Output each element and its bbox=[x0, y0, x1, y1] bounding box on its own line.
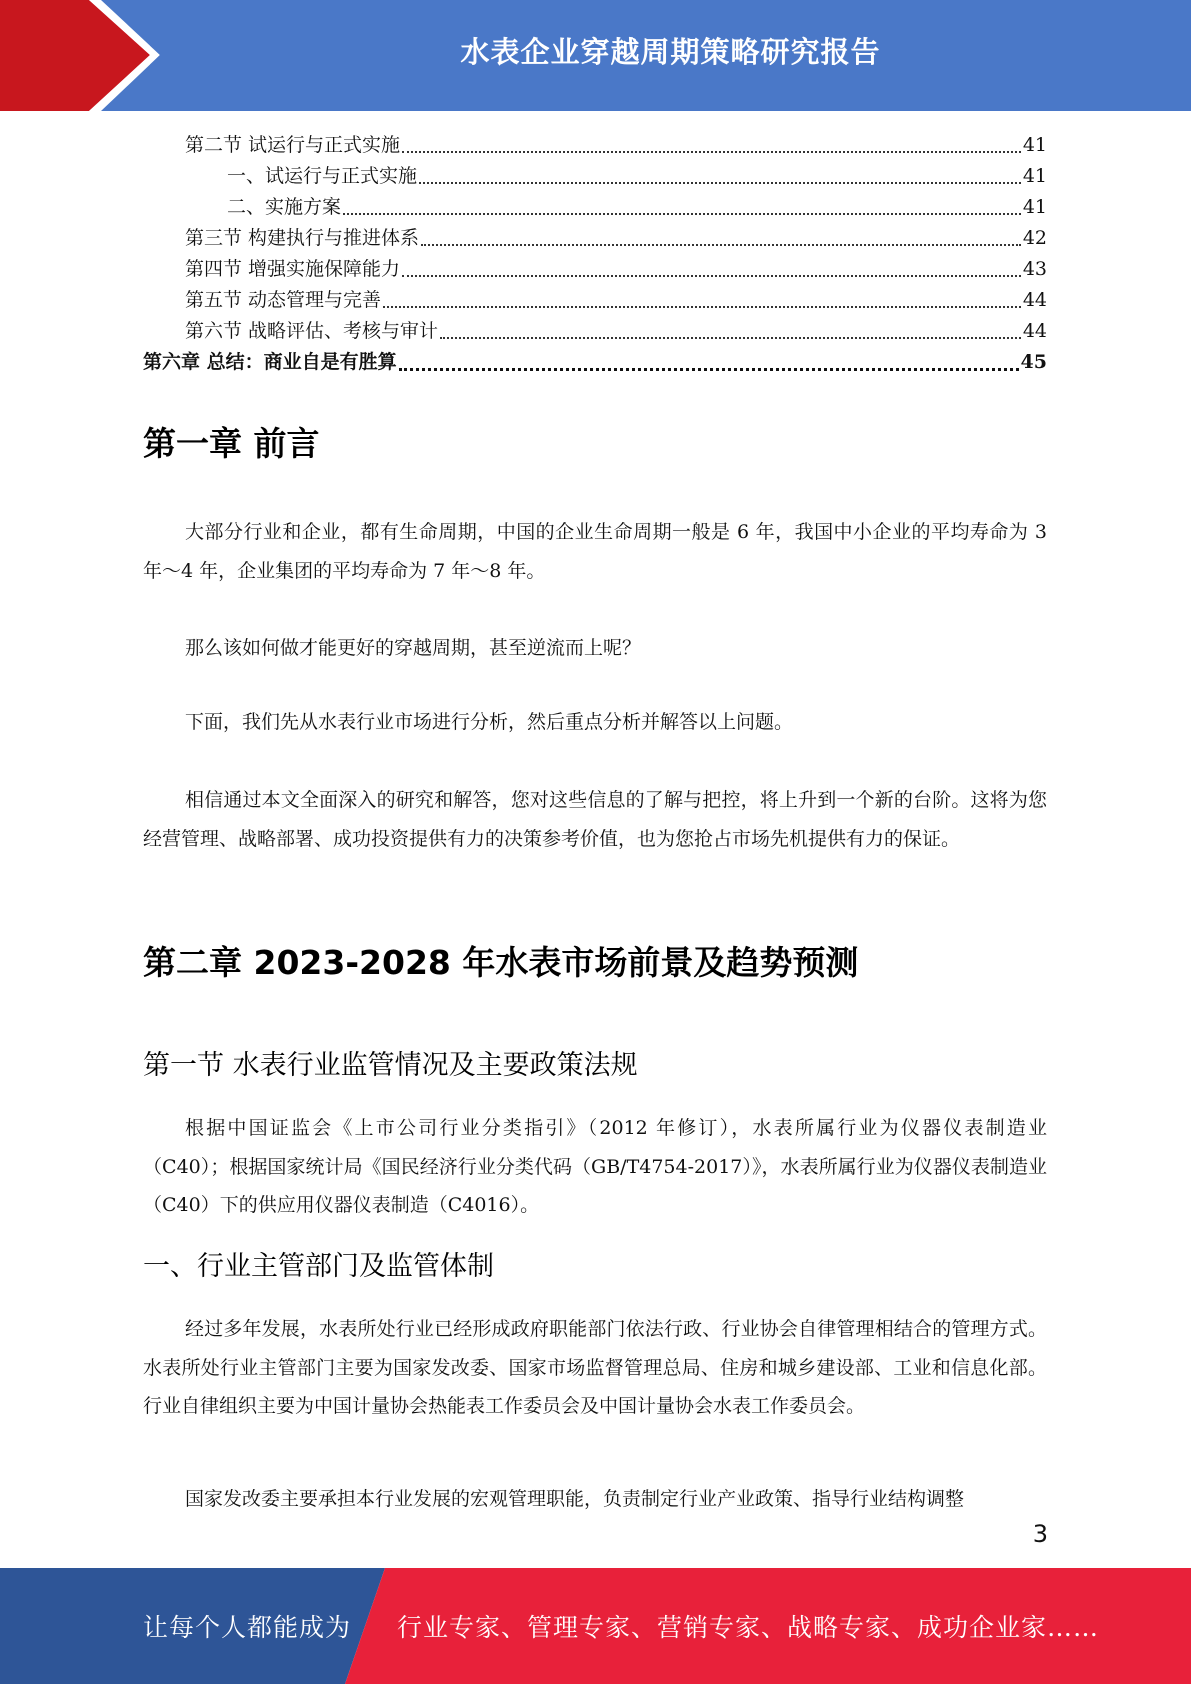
toc-item-page: 44 bbox=[1022, 320, 1047, 342]
section-1-heading: 第一节 水表行业监管情况及主要政策法规 bbox=[143, 1050, 638, 1081]
toc-leader-dots bbox=[402, 150, 1021, 153]
toc-item-label: 第五节 动态管理与完善 bbox=[185, 289, 382, 311]
toc-item-label: 第三节 构建执行与推进体系 bbox=[185, 227, 420, 249]
toc-item-label: 第四节 增强实施保障能力 bbox=[185, 258, 401, 280]
toc-item[interactable] bbox=[143, 347, 1047, 378]
toc-item[interactable] bbox=[143, 130, 1047, 161]
toc-item-page: 42 bbox=[1022, 227, 1047, 249]
subsection-1-heading: 一、行业主管部门及监管体制 bbox=[143, 1251, 494, 1282]
toc-item-page: 41 bbox=[1022, 134, 1047, 156]
toc-leader-dots bbox=[343, 212, 1021, 215]
toc-item-page: 43 bbox=[1022, 258, 1047, 280]
toc-item-label: 二、实施方案 bbox=[227, 196, 342, 218]
toc-item[interactable] bbox=[143, 316, 1047, 347]
toc-item-page: 41 bbox=[1022, 165, 1047, 187]
paragraph: 那么该如何做才能更好的穿越周期，甚至逆流而上呢？ bbox=[185, 637, 642, 659]
toc-item[interactable] bbox=[143, 192, 1047, 223]
toc-item-label: 第六节 战略评估、考核与审计 bbox=[185, 320, 439, 342]
toc-item-page: 45 bbox=[1020, 351, 1047, 373]
paragraph: 相信通过本文全面深入的研究和解答，您对这些信息的了解与把控，将上升到一个新的台阶。这将为您经营管理、战略部署、成功投资提供有力的决策参考价值，也为您抢占市场先机提供有力的保证。 bbox=[143, 789, 1047, 850]
paragraph: 大部分行业和企业，都有生命周期，中国的企业生命周期一般是 6 年，我国中小企业的平均寿命为 3 年～4 年，企业集团的平均寿命为 7 年～8 年。 bbox=[143, 521, 1047, 582]
paragraph: 根据中国证监会《上市公司行业分类指引》（2012 年修订），水表所属行业为仪器仪表制造业（C40）；根据国家统计局《国民经济行业分类代码（GB/T4754-2017）》，水表所属行业为仪器仪表制造业（C40）下的供应用仪器仪表制造（C4016）。 bbox=[143, 1117, 1047, 1216]
footer-slogan-right: 行业专家、管理专家、营销专家、战略专家、成功企业家…… bbox=[397, 1613, 1100, 1642]
toc-leader-dots bbox=[419, 181, 1021, 184]
footer-slogan-left: 让每个人都能成为 bbox=[143, 1613, 352, 1642]
toc-item-page: 44 bbox=[1022, 289, 1047, 311]
chapter-2-heading: 第二章 2023-2028 年水表市场前景及趋势预测 bbox=[143, 943, 859, 982]
header-banner bbox=[0, 0, 1191, 111]
toc-item-label: 第二节 试运行与正式实施 bbox=[185, 134, 401, 156]
toc-leader-dots bbox=[440, 336, 1021, 339]
toc-item[interactable] bbox=[143, 285, 1047, 316]
table-of-contents bbox=[143, 130, 1047, 378]
toc-item-label: 一、试运行与正式实施 bbox=[227, 165, 418, 187]
toc-item-label: 第六章 总结：商业自是有胜算 bbox=[143, 351, 397, 373]
toc-item[interactable] bbox=[143, 254, 1047, 285]
toc-item[interactable] bbox=[143, 161, 1047, 192]
toc-item-page: 41 bbox=[1022, 196, 1047, 218]
toc-leader-dots bbox=[399, 367, 1019, 371]
toc-leader-dots bbox=[402, 274, 1021, 277]
paragraph: 经过多年发展，水表所处行业已经形成政府职能部门依法行政、行业协会自律管理相结合的管理方式。水表所处行业主管部门主要为国家发改委、国家市场监督管理总局、住房和城乡建设部、工业和信息化部。行业自律组织主要为中国计量协会热能表工作委员会及中国计量协会水表工作委员会。 bbox=[143, 1318, 1047, 1417]
toc-leader-dots bbox=[383, 305, 1021, 308]
footer-banner bbox=[0, 1568, 1191, 1684]
toc-item[interactable] bbox=[143, 223, 1047, 254]
chapter-1-heading: 第一章 前言 bbox=[143, 424, 320, 463]
red-arrow-decoration bbox=[0, 0, 160, 111]
toc-leader-dots bbox=[421, 243, 1021, 246]
paragraph: 国家发改委主要承担本行业发展的宏观管理职能，负责制定行业产业政策、指导行业结构调整 bbox=[185, 1488, 965, 1510]
paragraph: 下面，我们先从水表行业市场进行分析，然后重点分析并解答以上问题。 bbox=[185, 711, 794, 733]
page-number: 3 bbox=[1032, 1520, 1048, 1548]
report-title: 水表企业穿越周期策略研究报告 bbox=[460, 35, 881, 69]
